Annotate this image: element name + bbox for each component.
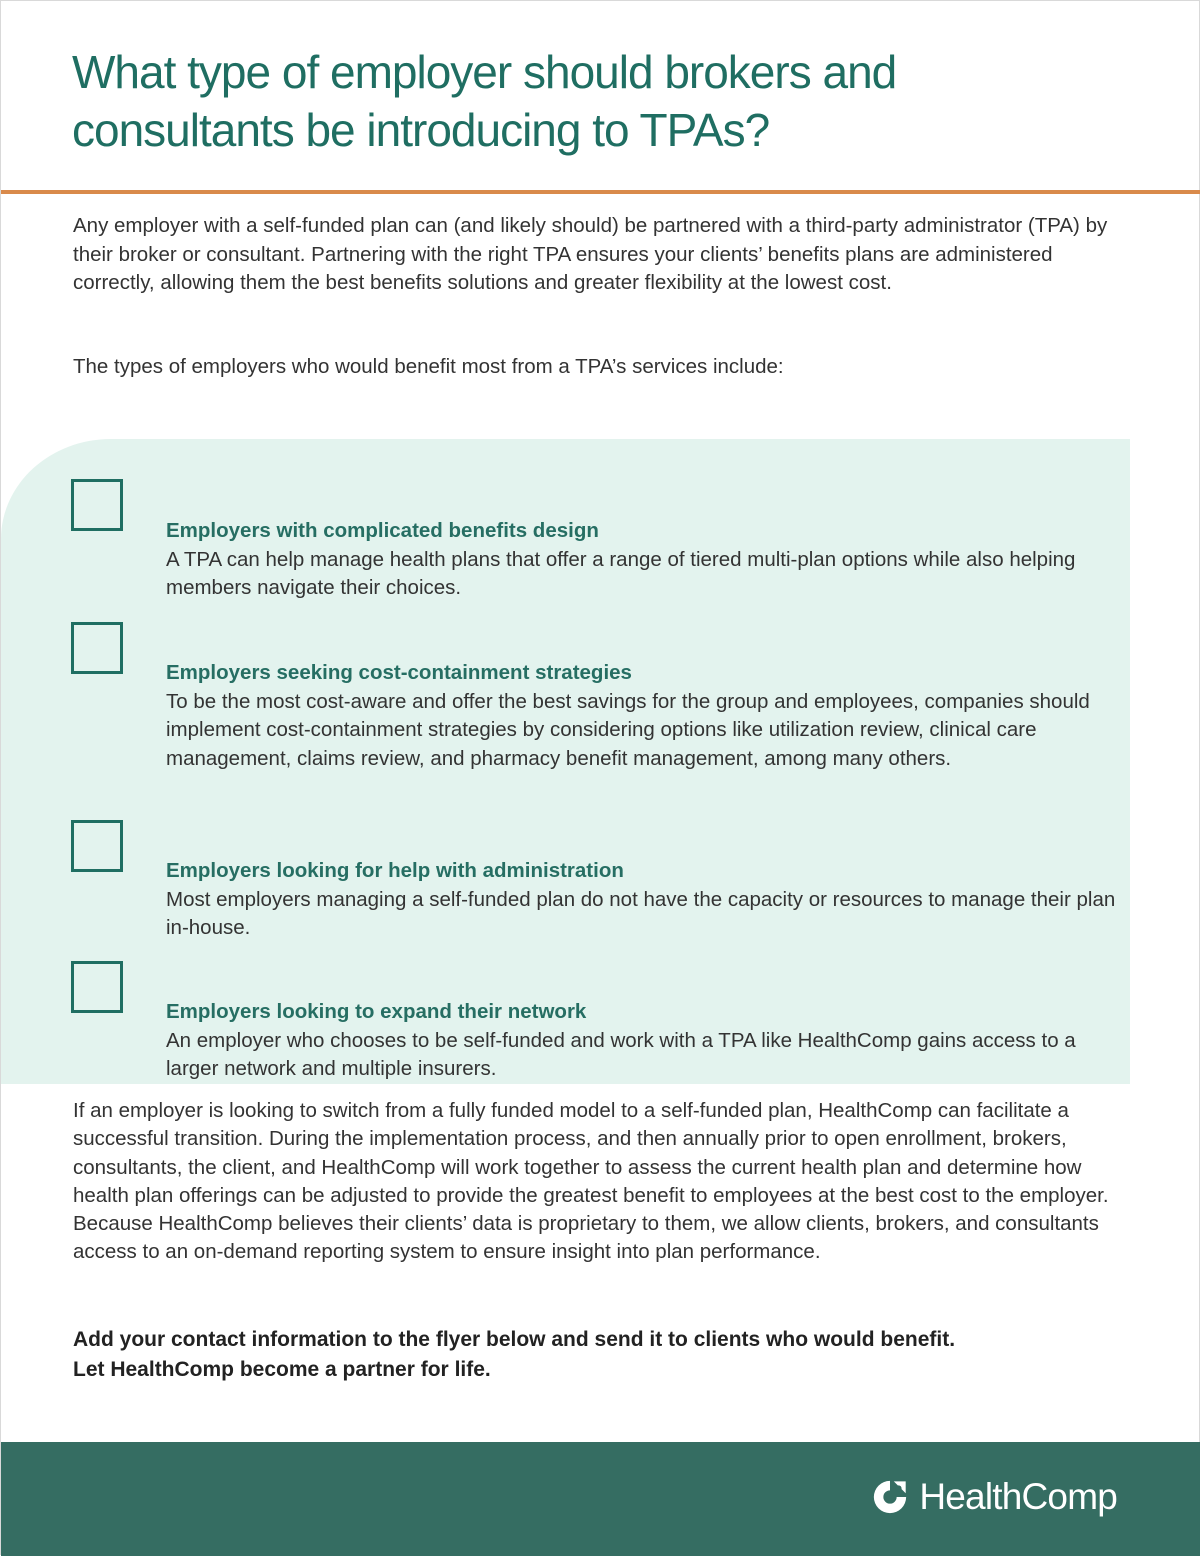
intro-paragraph: Any employer with a self-funded plan can (and likely should) be partnered with a third-party administrator (TPA) by their broker or consultant. Partnering with the right TPA ensures your clients’ benefits plans are administered correctly, allowing them the best benefits solutions and greater flexibility at the lowest cost. (73, 214, 1108, 294)
checklist-item-heading: Employers seeking cost-containment strategies (166, 661, 632, 684)
checkbox[interactable] (71, 622, 123, 674)
checklist-item-heading: Employers with complicated benefits design (166, 519, 599, 542)
checklist-item-heading: Employers looking for help with administration (166, 859, 624, 882)
footer-band (1, 1442, 1200, 1556)
checkbox[interactable] (71, 479, 123, 531)
brand-logo (871, 1474, 1117, 1520)
checkbox[interactable] (71, 820, 123, 872)
checklist-panel (1, 439, 1130, 1084)
checklist-item-text (166, 998, 1121, 1084)
checklist-item-text (166, 857, 1121, 943)
page-title-line-2: consultants be introducing to TPAs? (72, 104, 770, 156)
checklist-item-text (166, 659, 1121, 773)
healthcomp-logo-icon (871, 1478, 909, 1516)
cta-line-1: Add your contact information to the flyer below and send it to clients who would benefit. (73, 1328, 956, 1351)
checklist-item-text (166, 517, 1121, 603)
cta-line-2: Let HealthComp become a partner for life. (73, 1358, 491, 1381)
lead-in-text: The types of employers who would benefit most from a TPA’s services include: (73, 355, 784, 378)
title-divider (1, 190, 1200, 194)
checklist-item-body: A TPA can help manage health plans that offer a range of tiered multi-plan options while also helping members navigate their choices. (166, 547, 1076, 599)
checklist-item-heading: Employers looking to expand their network (166, 1000, 587, 1023)
brand-name: HealthComp (919, 1476, 1117, 1517)
checklist-item-body: To be the most cost-aware and offer the best savings for the group and employees, companies should implement cost-containment strategies by considering options like utilization review, clinical care management, claims review, and pharmacy benefit management, among many others. (166, 689, 1090, 770)
checkbox[interactable] (71, 961, 123, 1013)
page-title-line-1: What type of employer should brokers and (72, 46, 897, 98)
call-to-action (73, 1325, 1133, 1385)
closing-paragraph: If an employer is looking to switch from a fully funded model to a self-funded plan, HealthComp can facilitate a successful transition. During the implementation process, and then annually prior to open enrollment, brokers, consultants, the client, and HealthComp will work together to assess the current health plan and determine how health plan offerings can be adjusted to provide the greatest benefit to employees at the best cost to the employer. Because HealthComp believes their clients’ data is proprietary to them, we allow clients, brokers, and consultants access to an on-demand reporting system to ensure insight into plan performance. (73, 1099, 1109, 1264)
checklist-item-body: Most employers managing a self-funded plan do not have the capacity or resources to manage their plan in-house. (166, 887, 1116, 939)
page-title (72, 43, 1072, 159)
checklist-item-body: An employer who chooses to be self-funded and work with a TPA like HealthComp gains access to a larger network and multiple insurers. (166, 1028, 1076, 1080)
